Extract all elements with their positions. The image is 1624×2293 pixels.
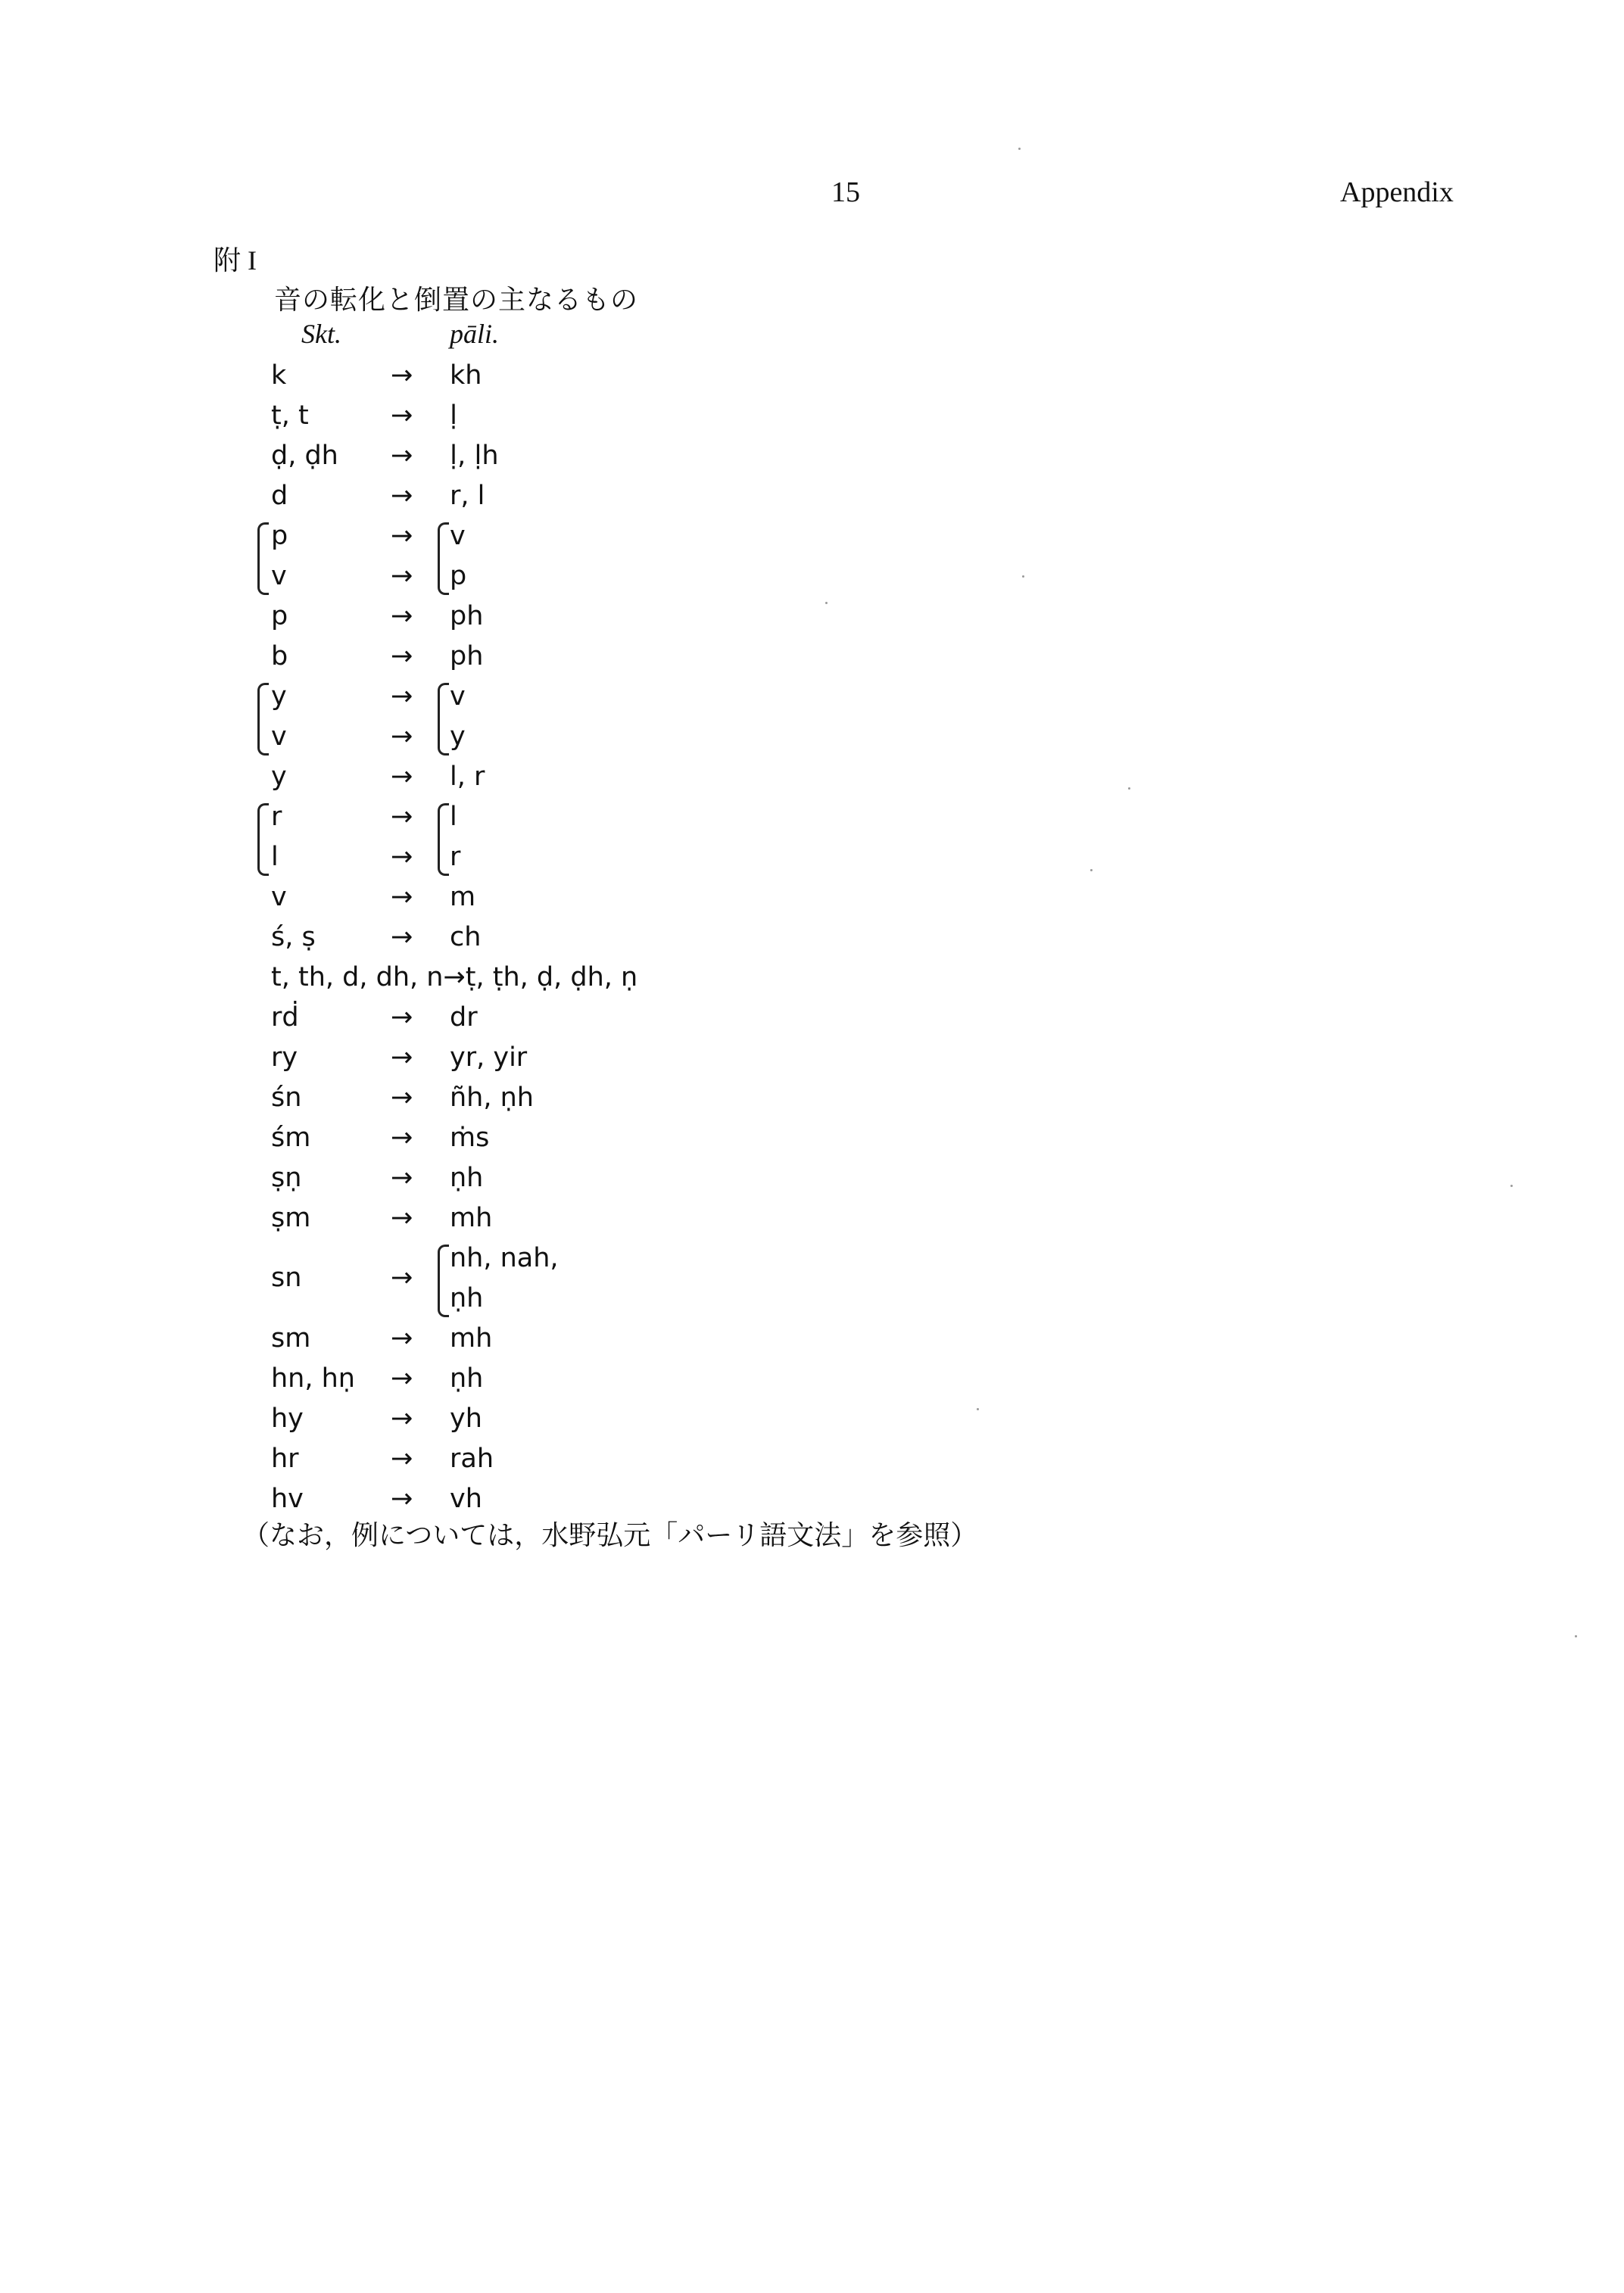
- arrow-cell: →: [391, 360, 413, 391]
- skt-cell: v: [271, 561, 287, 591]
- pali-cell: dr: [450, 1002, 478, 1033]
- pali-cell-continued: ṇh: [450, 1283, 484, 1313]
- arrow-cell: →: [391, 1323, 413, 1354]
- scan-speck: [977, 1408, 979, 1410]
- appendix-label: 附 I: [214, 245, 257, 276]
- skt-cell: sm: [271, 1323, 311, 1354]
- scan-speck: [1128, 787, 1130, 790]
- arrow-cell: →: [391, 681, 413, 712]
- skt-cell: ry: [271, 1042, 298, 1073]
- pali-cell: ph: [450, 601, 484, 631]
- pali-cell: ṇh: [450, 1363, 484, 1394]
- scan-speck: [1090, 869, 1093, 871]
- arrow-cell: →: [391, 1363, 413, 1394]
- skt-cell: ṣṇ: [271, 1163, 302, 1193]
- skt-cell: ṣm: [271, 1203, 311, 1233]
- skt-cell: p: [271, 521, 288, 551]
- arrow-cell: →: [391, 1083, 413, 1113]
- section-title: 音の転化と倒置の主なるもの: [274, 285, 639, 315]
- arrow-cell: →: [391, 481, 413, 511]
- skt-cell: hv: [271, 1484, 304, 1514]
- scan-speck: [825, 602, 828, 604]
- footnote: （なお，例については，水野弘元「パーリ語文法」を参照）: [242, 1520, 978, 1551]
- arrow-cell: →: [391, 601, 413, 631]
- scan-speck: [1575, 1635, 1577, 1637]
- arrow-cell: →: [391, 1042, 413, 1073]
- pali-cell: ñh, ṇh: [450, 1083, 534, 1113]
- column-header-skt: Skt.: [301, 319, 341, 349]
- pali-cell: p: [450, 561, 467, 591]
- pali-cell: ḷ: [450, 400, 458, 431]
- pali-cell: yr, yir: [450, 1042, 528, 1073]
- arrow-cell: →: [391, 1123, 413, 1153]
- right-brace: [438, 803, 449, 876]
- skt-cell: l: [271, 842, 279, 872]
- arrow-cell: →: [391, 802, 413, 832]
- skt-cell: d: [271, 481, 288, 511]
- arrow-cell: →: [391, 1444, 413, 1474]
- skt-cell: ḍ, ḍh: [271, 441, 338, 471]
- pali-cell: vh: [450, 1484, 482, 1514]
- arrow-cell: →: [391, 521, 413, 551]
- pali-cell: y: [450, 721, 466, 752]
- skt-cell: śn: [271, 1083, 302, 1113]
- skt-cell: sn: [271, 1263, 302, 1293]
- skt-cell: p: [271, 601, 288, 631]
- skt-cell: b: [271, 641, 288, 671]
- arrow-cell: →: [391, 641, 413, 671]
- running-head: Appendix: [1340, 176, 1454, 208]
- pali-cell: kh: [450, 360, 482, 391]
- scan-speck: [1018, 148, 1021, 150]
- pali-cell: ṁs: [450, 1123, 490, 1153]
- pali-cell: l, r: [450, 762, 485, 792]
- skt-cell: r: [271, 802, 282, 832]
- arrow-cell: →: [391, 1203, 413, 1233]
- skt-cell: ś, ṣ: [271, 922, 316, 952]
- arrow-cell: →: [391, 1404, 413, 1434]
- arrow-cell: →: [391, 922, 413, 952]
- arrow-cell: →: [391, 1484, 413, 1514]
- pali-cell: mh: [450, 1323, 493, 1354]
- pali-cell: r: [450, 842, 461, 872]
- page-number: 15: [831, 176, 860, 208]
- pali-cell: r, l: [450, 481, 485, 511]
- skt-cell: v: [271, 882, 287, 912]
- arrow-cell: →: [391, 882, 413, 912]
- pali-cell: ṇh: [450, 1163, 484, 1193]
- arrow-cell: →: [391, 721, 413, 752]
- pali-cell: rah: [450, 1444, 494, 1474]
- pali-cell: mh: [450, 1203, 493, 1233]
- pali-cell: l: [450, 802, 457, 832]
- pali-cell: v: [450, 521, 466, 551]
- arrow-cell: →: [391, 561, 413, 591]
- pali-cell: ph: [450, 641, 484, 671]
- arrow-cell: →: [391, 1163, 413, 1193]
- left-brace: [257, 522, 269, 595]
- skt-cell: ṭ, t: [271, 400, 309, 431]
- full-row-cell: t, th, d, dh, n→ṭ, ṭh, ḍ, ḍh, ṇ: [271, 962, 638, 992]
- pali-cell: v: [450, 681, 466, 712]
- skt-cell: v: [271, 721, 287, 752]
- arrow-cell: →: [391, 1002, 413, 1033]
- skt-cell: hr: [271, 1444, 299, 1474]
- arrow-cell: →: [391, 441, 413, 471]
- skt-cell: śm: [271, 1123, 311, 1153]
- arrow-cell: →: [391, 762, 413, 792]
- pali-cell: ḷ, ḷh: [450, 441, 499, 471]
- right-brace: [438, 683, 449, 756]
- skt-cell: y: [271, 681, 287, 712]
- left-brace: [257, 683, 269, 756]
- pali-cell: ch: [450, 922, 482, 952]
- skt-cell: hy: [271, 1404, 304, 1434]
- scan-speck: [1510, 1185, 1513, 1187]
- skt-cell: rḋ: [271, 1002, 299, 1033]
- skt-cell: k: [271, 360, 287, 391]
- arrow-cell: →: [391, 1263, 413, 1293]
- skt-cell: y: [271, 762, 287, 792]
- pali-cell: nh, nah,: [450, 1243, 559, 1273]
- skt-cell: hn, hṇ: [271, 1363, 355, 1394]
- right-brace: [438, 1245, 449, 1317]
- column-header-pali: pāli.: [450, 319, 500, 349]
- arrow-cell: →: [391, 400, 413, 431]
- left-brace: [257, 803, 269, 876]
- scan-speck: [1022, 575, 1024, 578]
- arrow-cell: →: [391, 842, 413, 872]
- pali-cell: m: [450, 882, 476, 912]
- pali-cell: yh: [450, 1404, 482, 1434]
- right-brace: [438, 522, 449, 595]
